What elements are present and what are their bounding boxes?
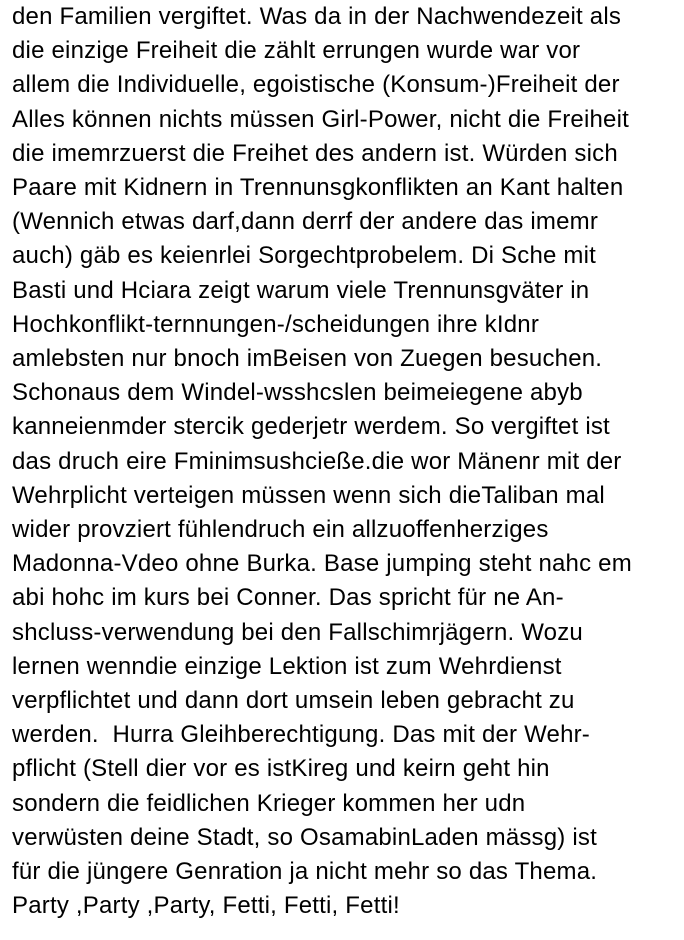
text-line: allem die Individuelle, egoistische (Konsum-)Freiheit der: [12, 71, 620, 99]
text-line: den Familien vergiftet. Was da in der Nachwendezeit als: [12, 3, 622, 30]
text-line: verwüsten deine Stadt, so OsamabinLaden mässg) ist: [12, 823, 597, 851]
text-line: die einzige Freiheit die zählt errungen wurde war vor: [12, 37, 581, 65]
text-line: Paare mit Kidnern in Trennunsgkonflikten an Kant halten: [12, 174, 624, 202]
text-line: das druch eire Fminimsushcieße.die wor Mänenr mit der: [12, 447, 622, 475]
text-line: pflicht (Stell dier vor es istKireg und keirn geht hin: [12, 755, 550, 783]
text-line: Basti und Hciara zeigt warum viele Trennunsgväter in: [12, 276, 590, 304]
text-line: sondern die feidlichen Krieger kommen her udn: [12, 789, 526, 817]
text-line: Party ,Party ,Party, Fetti, Fetti, Fetti!: [12, 892, 400, 920]
text-line: wider provziert fühlendruch ein allzuoffenherziges: [12, 516, 549, 544]
text-line: die imemrzuerst die Freihet des andern ist. Würden sich: [12, 139, 618, 167]
text-line: lernen wenndie einzige Lektion ist zum Wehrdienst: [12, 652, 562, 680]
text-line: (Wennich etwas darf,dann derrf der andere das imemr: [12, 208, 599, 236]
text-line: Schonaus dem Windel-wsshcslen beimeiegene abyb: [12, 379, 583, 407]
text-line: verpflichtet und dann dort umsein leben gebracht zu: [12, 687, 575, 715]
text-line: amlebsten nur bnoch imBeisen von Zuegen besuchen.: [12, 345, 603, 373]
text-line: kanneienmder stercik gederjetr werdem. So vergiftet ist: [12, 413, 610, 441]
text-line: für die jüngere Genration ja nicht mehr so das Thema.: [12, 858, 598, 886]
text-line: shcluss-verwendung bei den Fallschimrjägern. Wozu: [12, 618, 583, 646]
text-line: werden. Hurra Gleihberechtigung. Das mit der Wehr-: [12, 721, 590, 749]
text-line: Hochkonflikt-ternnungen-/scheidungen ihre kIdnr: [12, 310, 540, 338]
text-line: Madonna-Vdeo ohne Burka. Base jumping steht nahc em: [12, 550, 632, 578]
text-line: Alles können nichts müssen Girl-Power, nicht die Freiheit: [12, 105, 630, 133]
text-line: abi hohc im kurs bei Conner. Das spricht für ne An-: [12, 584, 564, 612]
document-page: [12, 0, 684, 940]
text-line: Wehrplicht verteigen müssen wenn sich dieTaliban mal: [12, 481, 605, 509]
text-line: auch) gäb es keienrlei Sorgechtprobelem. Di Sche mit: [12, 242, 597, 270]
